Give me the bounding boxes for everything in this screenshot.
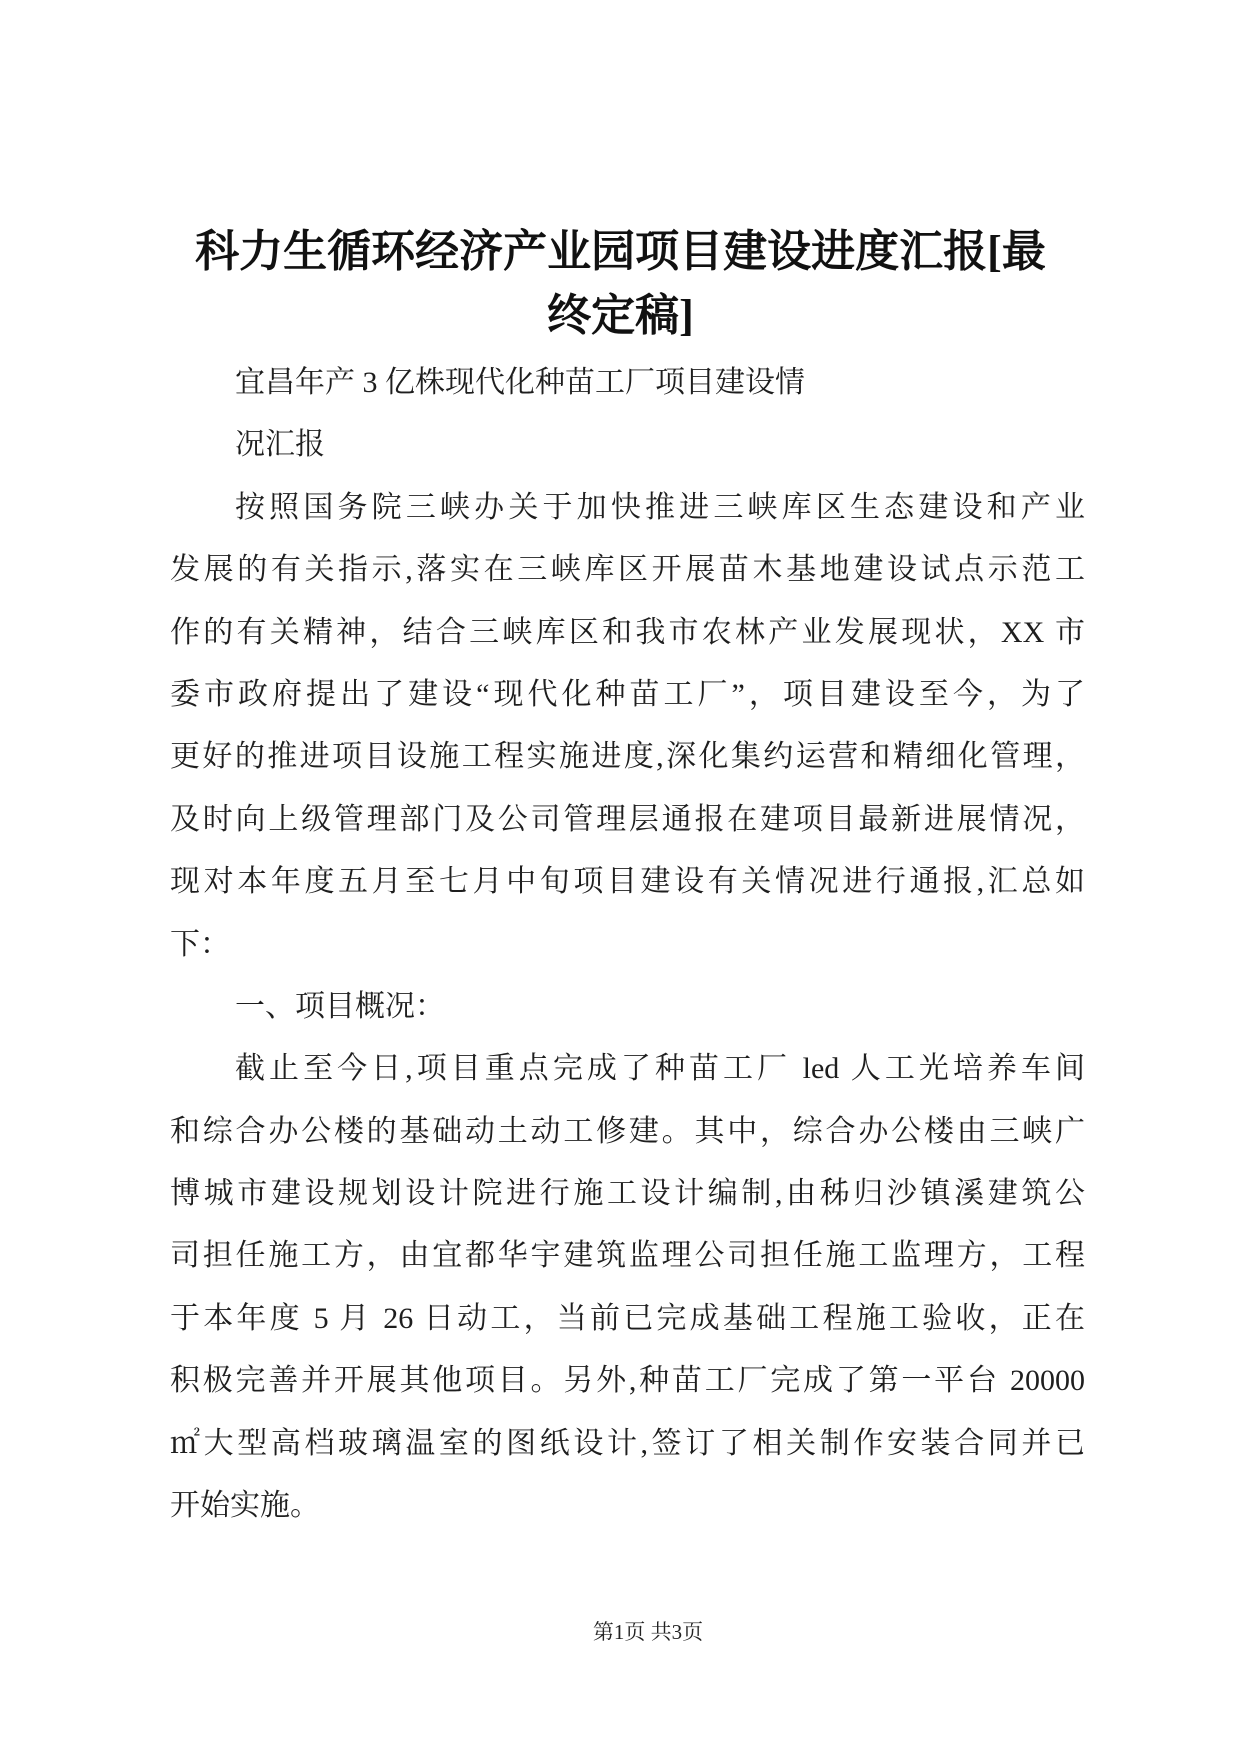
page-number-footer: 第1页 共3页 <box>592 1620 704 1644</box>
paragraph-line: 司担任施工方，由宜都华宇建筑监理公司担任施工监理方，工程 <box>170 1239 1085 1273</box>
paragraph-line: 下： <box>170 927 230 961</box>
paragraph-line: 博城市建设规划设计院进行施工设计编制,由秭归沙镇溪建筑公 <box>170 1177 1085 1211</box>
section-heading: 一、项目概况： <box>235 989 445 1023</box>
title-line: 终定稿] <box>547 291 694 340</box>
subtitle-line: 宜昌年产 3 亿株现代化种苗工厂项目建设情 <box>235 366 805 399</box>
paragraph-line: 发展的有关指示,落实在三峡库区开展苗木基地建设试点示范工 <box>170 553 1085 587</box>
paragraph-line: 作的有关精神，结合三峡库区和我市农林产业发展现状，XX 市 <box>170 615 1085 649</box>
paragraph-line: 按照国务院三峡办关于加快推进三峡库区生态建设和产业 <box>235 490 1085 524</box>
paragraph-line: 现对本年度五月至七月中旬项目建设有关情况进行通报,汇总如 <box>170 865 1085 899</box>
paragraph-line: 积极完善并开展其他项目。另外,种苗工厂完成了第一平台 20000 <box>170 1364 1085 1398</box>
title-line: 科力生循环经济产业园项目建设进度汇报[最 <box>195 227 1046 276</box>
paragraph-line: 及时向上级管理部门及公司管理层通报在建项目最新进展情况， <box>170 802 1085 836</box>
paragraph-line: ㎡大型高档玻璃温室的图纸设计,签订了相关制作安装合同并已 <box>170 1426 1085 1460</box>
document-body <box>170 352 1085 1537</box>
subtitle-line: 况汇报 <box>235 428 325 462</box>
paragraph-line: 截止至今日,项目重点完成了种苗工厂 led 人工光培养车间 <box>235 1052 1085 1086</box>
paragraph-line: 于本年度 5 月 26 日动工，当前已完成基础工程施工验收，正在 <box>170 1301 1085 1335</box>
paragraph-line: 开始实施。 <box>170 1489 320 1523</box>
paragraph-line: 和综合办公楼的基础动土动工修建。其中，综合办公楼由三峡广 <box>170 1114 1085 1148</box>
paragraph-line: 更好的推进项目设施工程实施进度,深化集约运营和精细化管理， <box>170 740 1085 774</box>
paragraph-line: 委市政府提出了建设“现代化种苗工厂”，项目建设至今，为了 <box>170 677 1085 711</box>
document-title <box>0 220 1241 348</box>
